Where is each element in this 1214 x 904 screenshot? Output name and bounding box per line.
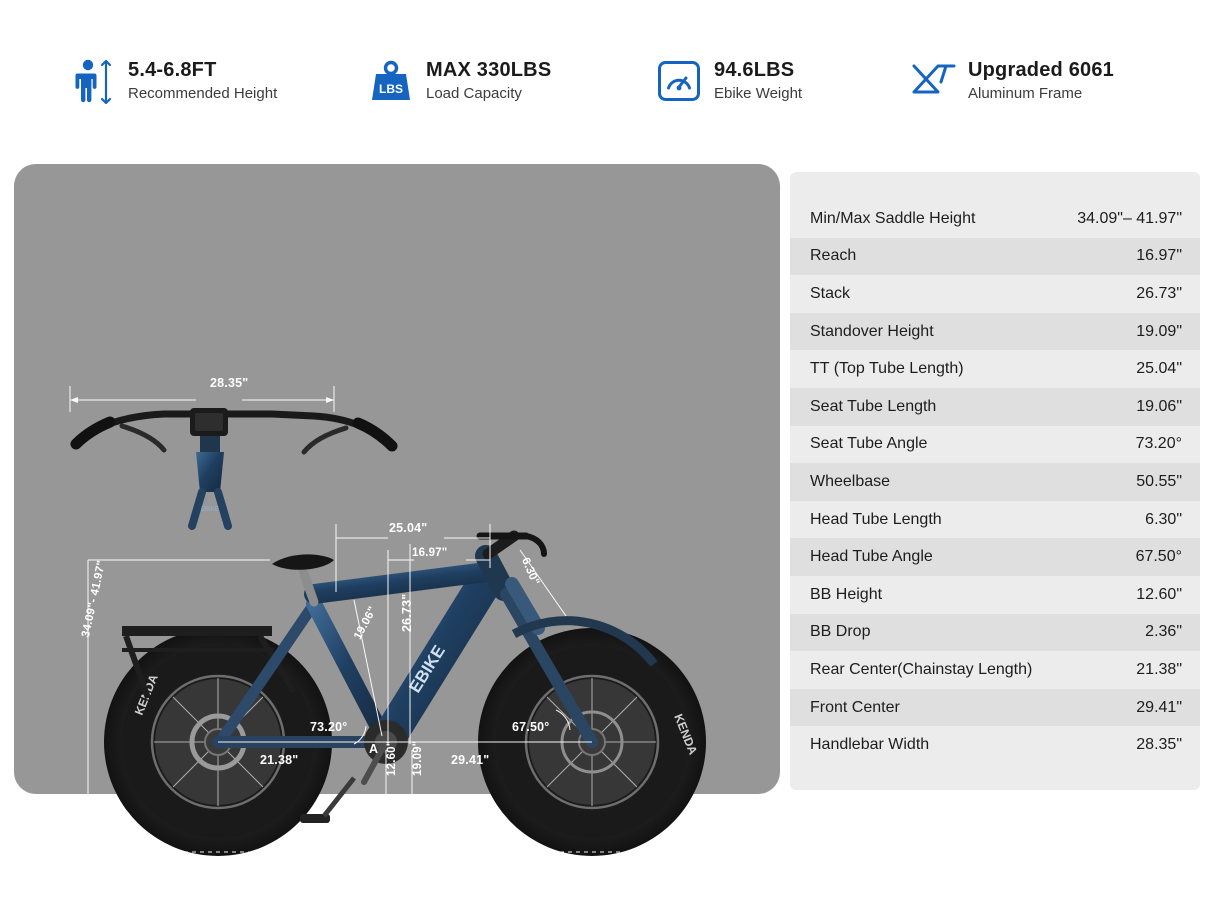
feature-recommended-height bbox=[70, 56, 277, 106]
dim-stack: 26.73" bbox=[400, 593, 414, 632]
feature-load-capacity bbox=[368, 56, 551, 106]
spec-label: Front Center bbox=[810, 698, 900, 716]
feature-title: 5.4-6.8FT bbox=[128, 58, 217, 81]
spec-label: Handlebar Width bbox=[810, 736, 930, 754]
spec-label: Seat Tube Angle bbox=[810, 435, 928, 453]
feature-title: Upgraded 6061 bbox=[968, 58, 1114, 81]
scale-gauge-icon bbox=[656, 56, 702, 106]
dim-bb-drop-note: A=2.36" bbox=[628, 882, 676, 896]
table-row bbox=[790, 200, 1200, 238]
dim-seat-tube-angle: 73.20° bbox=[310, 720, 348, 734]
dim-top-tube-length: 25.04" bbox=[389, 521, 428, 535]
person-height-icon bbox=[70, 56, 116, 106]
table-row bbox=[790, 275, 1200, 313]
geometry-diagram-panel bbox=[14, 164, 780, 904]
spec-table bbox=[790, 172, 1200, 790]
spec-value: 34.09"– 41.97" bbox=[1077, 209, 1182, 227]
dim-standover-height: 19.09" bbox=[412, 740, 424, 776]
spec-value: 6.30" bbox=[1145, 510, 1182, 528]
table-row bbox=[790, 538, 1200, 576]
spec-label: Rear Center(Chainstay Length) bbox=[810, 660, 1033, 678]
dim-saddle-height-range: 34.09"- 41.97" bbox=[80, 559, 109, 639]
table-row bbox=[790, 463, 1200, 501]
side-view-bike bbox=[104, 536, 706, 856]
table-row bbox=[790, 576, 1200, 614]
dim-rear-center: 21.38" bbox=[260, 753, 299, 767]
feature-ebike-weight bbox=[656, 56, 802, 106]
svg-text:LBS: LBS bbox=[379, 82, 403, 96]
feature-aluminum-frame bbox=[910, 56, 1114, 106]
spec-value: 12.60" bbox=[1136, 585, 1182, 603]
spec-label: Min/Max Saddle Height bbox=[810, 209, 976, 227]
spec-value: 21.38" bbox=[1136, 660, 1182, 678]
table-row bbox=[790, 313, 1200, 351]
spec-label: Seat Tube Length bbox=[810, 397, 937, 415]
svg-text:EBIKE: EBIKE bbox=[201, 507, 219, 513]
svg-text:EBIKE: EBIKE bbox=[405, 641, 449, 697]
tire-brand-front: KENDA bbox=[671, 711, 701, 757]
spec-value: 26.73" bbox=[1136, 284, 1182, 302]
bike-geometry-drawing bbox=[14, 164, 780, 794]
spec-value: 19.09" bbox=[1136, 322, 1182, 340]
feature-subtitle: Aluminum Frame bbox=[968, 84, 1083, 102]
spec-value: 16.97" bbox=[1136, 247, 1182, 265]
spec-label: Stack bbox=[810, 284, 851, 302]
spec-value: 25.04" bbox=[1136, 360, 1182, 378]
table-row bbox=[790, 726, 1200, 764]
feature-title: 94.6LBS bbox=[714, 58, 795, 81]
table-row bbox=[790, 426, 1200, 464]
spec-value: 73.20° bbox=[1135, 435, 1182, 453]
table-row bbox=[790, 238, 1200, 276]
spec-label: BB Height bbox=[810, 585, 883, 603]
spec-value: 19.06" bbox=[1136, 397, 1182, 415]
table-row bbox=[790, 614, 1200, 652]
dim-head-tube-length: 6.30" bbox=[518, 556, 542, 588]
spec-value: 2.36" bbox=[1145, 623, 1182, 641]
table-row bbox=[790, 689, 1200, 727]
front-view-handlebar bbox=[74, 408, 394, 526]
spec-value: 67.50° bbox=[1135, 548, 1182, 566]
spec-value: 28.35" bbox=[1136, 736, 1182, 754]
feature-subtitle: Ebike Weight bbox=[714, 84, 803, 102]
spec-label: Wheelbase bbox=[810, 472, 891, 490]
dim-head-tube-angle: 67.50° bbox=[512, 720, 550, 734]
dim-bb-marker: A bbox=[369, 742, 379, 756]
table-row bbox=[790, 388, 1200, 426]
spec-label: TT (Top Tube Length) bbox=[810, 360, 964, 378]
dim-reach: 16.97" bbox=[412, 547, 448, 559]
dim-seat-tube-length: 19.06" bbox=[352, 604, 380, 642]
table-row bbox=[790, 651, 1200, 689]
spec-value: 29.41" bbox=[1136, 698, 1182, 716]
spec-label: BB Drop bbox=[810, 623, 871, 641]
dim-front-center: 29.41" bbox=[451, 753, 490, 767]
table-row bbox=[790, 350, 1200, 388]
spec-label: Reach bbox=[810, 247, 857, 265]
dim-bb-height: 12.60" bbox=[386, 740, 398, 776]
frame-icon bbox=[910, 56, 956, 106]
dim-wheelbase: 50.55" bbox=[366, 890, 405, 904]
table-row bbox=[790, 501, 1200, 539]
feature-title: MAX 330LBS bbox=[426, 58, 552, 81]
dim-handlebar-width: 28.35" bbox=[210, 376, 249, 390]
spec-label: Head Tube Angle bbox=[810, 548, 933, 566]
feature-subtitle: Recommended Height bbox=[128, 84, 278, 102]
feature-subtitle: Load Capacity bbox=[426, 84, 522, 102]
spec-label: Head Tube Length bbox=[810, 510, 942, 528]
feature-strip bbox=[60, 48, 1160, 120]
spec-value: 50.55" bbox=[1136, 472, 1182, 490]
weight-lbs-icon bbox=[368, 56, 414, 106]
spec-label: Standover Height bbox=[810, 322, 934, 340]
